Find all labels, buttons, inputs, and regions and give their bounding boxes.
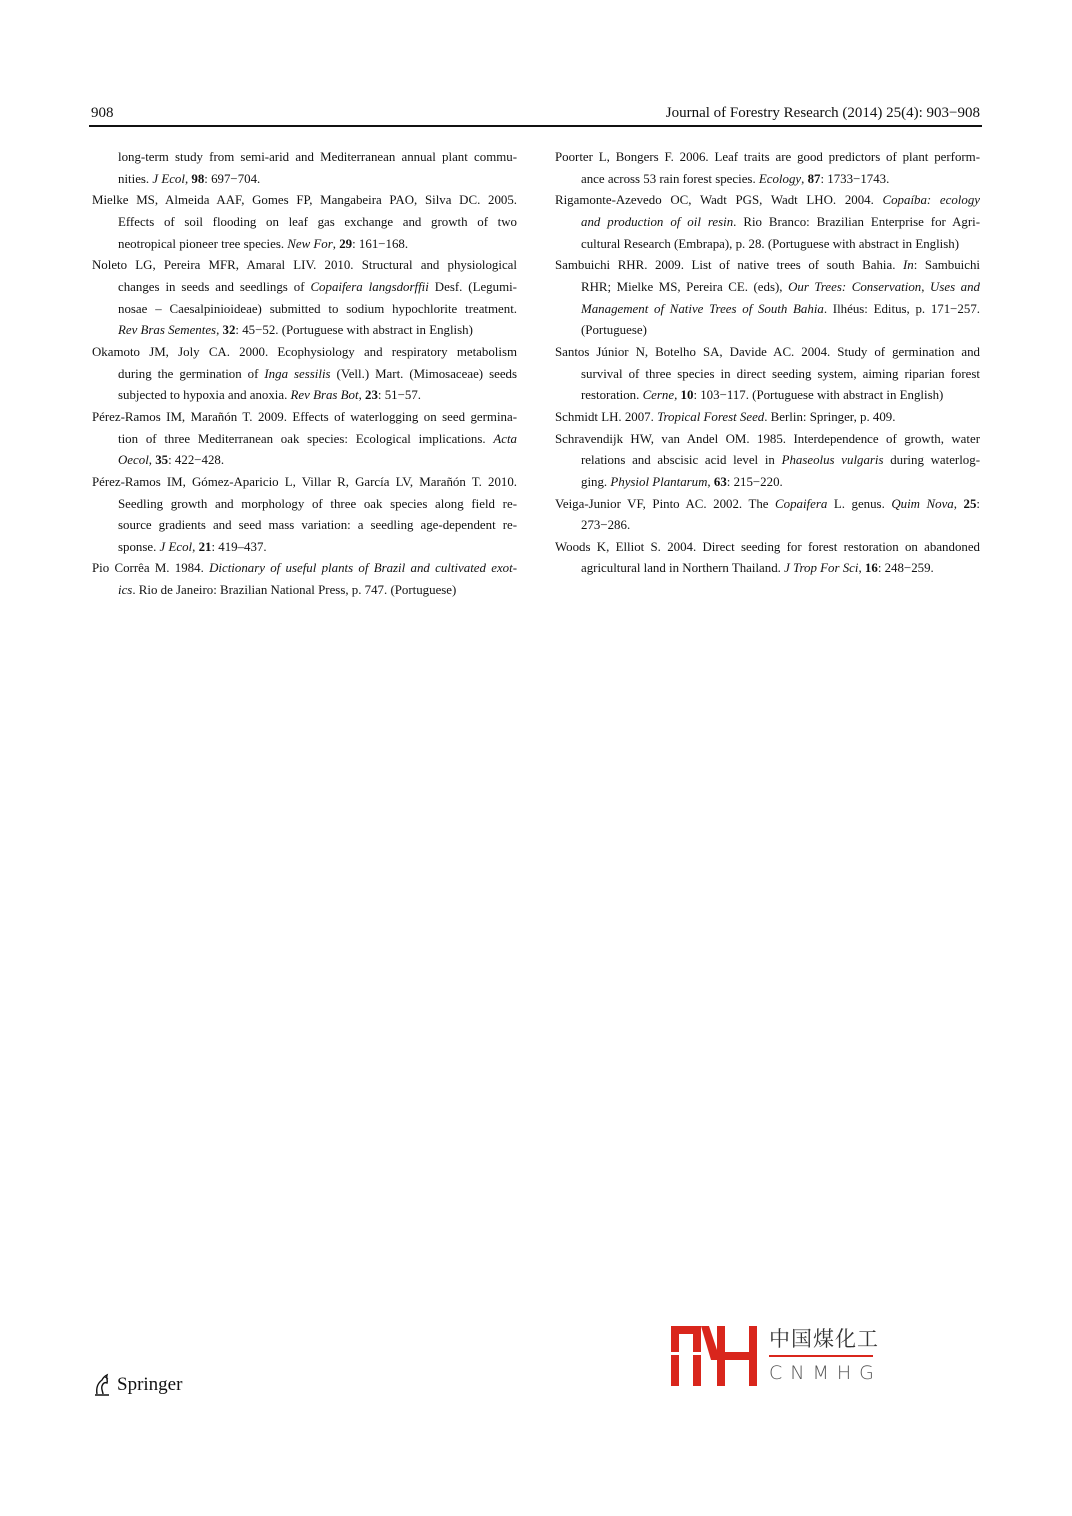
italic-text: New For [287,236,333,251]
italic-text: Acta [493,431,517,446]
italic-text: Ecology [758,171,802,186]
text: : [976,496,981,511]
bold-text: 29 [339,236,353,251]
italic-text: Our Trees: Conservation [788,279,922,294]
reference-line [92,255,517,277]
reference-entry [555,494,980,537]
text: . Berlin: Springer, p. 409. [764,409,896,424]
text: sponse. [118,539,160,554]
reference-entry [555,407,980,429]
text: ance across 53 rain forest species. [581,171,759,186]
references-right-column [555,147,980,580]
reference-line [555,190,980,212]
italic-text: ics [118,583,133,598]
italic-text: Copaíba: ecology [882,193,980,208]
text: Effects of soil flooding on leaf gas exchange and growth of two [118,214,517,229]
text: Woods K, Elliot S. 2004. Direct seeding for forest restoration on abandoned [555,539,980,554]
text: tion of three Mediterranean oak species: Ecological implications. [118,431,494,446]
text: source gradients and seed mass variation: a seedling age-dependent re- [118,518,517,533]
reference-entry [92,558,517,601]
text: survival of three species in direct seeding system, aiming riparian forest [581,366,980,381]
bold-text: 87 [807,171,821,186]
text: Seedling growth and morphology of three oak species along field re- [118,496,517,511]
springer-logo [91,1373,182,1397]
italic-text: Tropical Forest Seed [657,409,765,424]
watermark-divider [769,1355,873,1357]
text: Sambuichi RHR. 2009. List of native trees of south Bahia. [555,258,903,273]
text: Pérez-Ramos IM, Marañón T. 2009. Effects of waterlogging on seed germina- [92,409,517,424]
italic-text: Uses and [930,279,980,294]
italic-text: Phaseolus vulgaris [781,453,884,468]
reference-line [92,407,517,429]
text: . Ilhéus: Editus, p. 171−257. [823,301,980,316]
page-number: 908 [91,105,114,121]
text: 273−286. [581,518,631,533]
reference-line [92,494,517,516]
text: Okamoto JM, Joly CA. 2000. Ecophysiology and respiratory metabolism [92,344,517,359]
reference-entry [92,190,517,255]
text: , [332,236,340,251]
reference-entry [92,472,517,559]
journal-citation: Journal of Forestry Research (2014) 25(4): 903−908 [665,105,980,121]
reference-line [555,429,980,451]
text: : 697−704. [204,171,261,186]
header-rule [89,125,982,127]
reference-line [92,190,517,212]
reference-line [92,147,517,169]
text: nities. [118,171,153,186]
reference-line [555,494,980,516]
text: Mielke MS, Almeida AAF, Gomes FP, Mangabeira PAO, Silva DC. 2005. [92,193,517,208]
references-left-column [92,147,517,602]
italic-text: Management of Native Trees of South Bahia [581,301,824,316]
reference-line [555,385,980,407]
reference-line [555,299,980,321]
reference-line [555,234,980,256]
text: : 422−428. [168,453,225,468]
text: : 248−259. [877,561,934,576]
publisher-name: Springer [117,1374,183,1395]
text: , [358,388,366,403]
text: , [953,496,964,511]
text: : 161−168. [352,236,409,251]
text: changes in seeds and seedlings of [118,279,311,294]
italic-text: Rev Bras Sementes [118,323,217,338]
text: Santos Júnior N, Botelho SA, Davide AC. 2004. Study of germination and [555,344,980,359]
italic-text: Physiol Plantarum [610,474,708,489]
reference-line [92,212,517,234]
text: during waterlog- [883,453,980,468]
reference-entry [555,342,980,407]
bold-text: 10 [680,388,694,403]
cnmhg-watermark-logo [671,1326,882,1386]
text: : Sambuichi [913,258,980,273]
text: Schravendijk HW, van Andel OM. 1985. Interdependence of growth, water [555,431,980,446]
reference-entry [555,429,980,494]
italic-text: Dictionary of useful plants of Brazil and cultivated exot- [209,561,517,576]
text: (Portuguese) [581,323,647,338]
bold-text: 23 [365,388,378,403]
reference-line [92,277,517,299]
text: : 1733−1743. [820,171,890,186]
italic-text: Copaifera langsdorffii [310,279,429,294]
text: Veiga-Junior VF, Pinto AC. 2002. The [555,496,776,511]
text: Pérez-Ramos IM, Gómez-Aparicio L, Villar R, García LV, Marañón T. 2010. [92,474,517,489]
text: : 103−117. (Portuguese with abstract in English) [693,388,944,403]
bold-text: 21 [198,539,212,554]
reference-line [555,537,980,559]
italic-text: Quim Nova [891,496,954,511]
reference-entry [92,255,517,342]
watermark-chinese-text: 中国煤化工 [769,1327,879,1351]
reference-line [555,320,980,342]
reference-line [92,385,517,407]
text: : 45−52. (Portuguese with abstract in English) [235,323,473,338]
text: , [707,474,714,489]
text: relations and abscisic acid level in [581,453,782,468]
reference-line [92,537,517,559]
reference-line [92,320,517,342]
text: subjected to hypoxia and anoxia. [118,388,291,403]
italic-text: Oecol [118,453,149,468]
text: RHR; Mielke MS, Pereira CE. (eds), [581,279,789,294]
watermark-latin-text: CNMHG [769,1362,882,1384]
text: : 215−220. [726,474,783,489]
reference-entry [92,407,517,472]
reference-line [92,429,517,451]
text: Pio Corrêa M. 1984. [92,561,210,576]
text: , [216,323,223,338]
text: , [148,453,156,468]
reference-entry [92,147,517,190]
text: cultural Research (Embrapa), p. 28. (Portuguese with abstract in English) [581,236,960,251]
reference-line [92,558,517,580]
text: , [192,539,199,554]
bold-text: 35 [155,453,169,468]
reference-line [555,472,980,494]
text: Poorter L, Bongers F. 2006. Leaf traits are good predictors of plant perform- [555,150,980,164]
reference-line [92,234,517,256]
text: : 51−57. [377,388,421,403]
italic-text: In [902,258,914,273]
reference-line [92,515,517,537]
text: Desf. (Legumi- [428,279,517,294]
italic-text: and production of oil resin [581,214,734,229]
italic-text: J Trop For Sci [784,561,859,576]
reference-entry [555,537,980,580]
text: ging. [581,474,611,489]
reference-line [92,450,517,472]
reference-entry [555,190,980,255]
reference-line [92,580,517,602]
bold-text: 25 [963,496,977,511]
reference-line [92,364,517,386]
text: restoration. [581,388,643,403]
bold-text: 98 [191,171,205,186]
text: neotropical pioneer tree species. [118,236,288,251]
italic-text: Inga sessilis [264,366,331,381]
reference-line [555,147,980,169]
reference-line [555,407,980,429]
reference-line [555,450,980,472]
text: agricultural land in Northern Thailand. [581,561,785,576]
reference-line [555,342,980,364]
reference-entry [555,147,980,190]
running-header [91,105,980,122]
text: , [858,561,865,576]
reference-line [555,364,980,386]
reference-entry [92,342,517,407]
text: Noleto LG, Pereira MFR, Amaral LIV. 2010. Structural and physiological [92,258,517,273]
text: , [801,171,808,186]
reference-line [555,515,980,537]
reference-line [92,299,517,321]
italic-text: Copaifera [775,496,828,511]
italic-text: Rev Bras Bot [290,388,359,403]
italic-text: Cerne, [642,388,678,403]
reference-line [555,255,980,277]
text: Rigamonte-Azevedo OC, Wadt PGS, Wadt LHO. 2004. [555,193,883,208]
reference-line [92,472,517,494]
bold-text: 63 [713,474,727,489]
reference-line [555,558,980,580]
bold-text: 32 [222,323,236,338]
text: long-term study from semi-arid and Mediterranean annual plant commu- [118,150,517,164]
text: nosae – Caesalpinioideae) submitted to sodium hypochlorite treatment. [118,301,517,316]
text: , [184,171,192,186]
text: (Vell.) Mart. (Mimosaceae) seeds [330,366,517,381]
reference-line [92,169,517,191]
italic-text: J Ecol [152,171,185,186]
text: during the germination of [118,366,265,381]
italic-text: J Ecol [159,539,193,554]
text: . Rio de Janeiro: Brazilian National Press, p. 747. (Portuguese) [132,583,457,598]
text: : 419–437. [211,539,267,554]
text: Schmidt LH. 2007. [555,409,658,424]
bold-text: 16 [864,561,878,576]
text: , [921,279,931,294]
text: L. genus. [827,496,892,511]
springer-horse-icon [91,1373,113,1397]
mh-logo-icon [671,1326,759,1386]
reference-line [92,342,517,364]
reference-line [555,277,980,299]
text: . Rio Branco: Brazilian Enterprise for Agri- [733,214,980,229]
reference-entry [555,255,980,342]
reference-line [555,212,980,234]
reference-line [555,169,980,191]
